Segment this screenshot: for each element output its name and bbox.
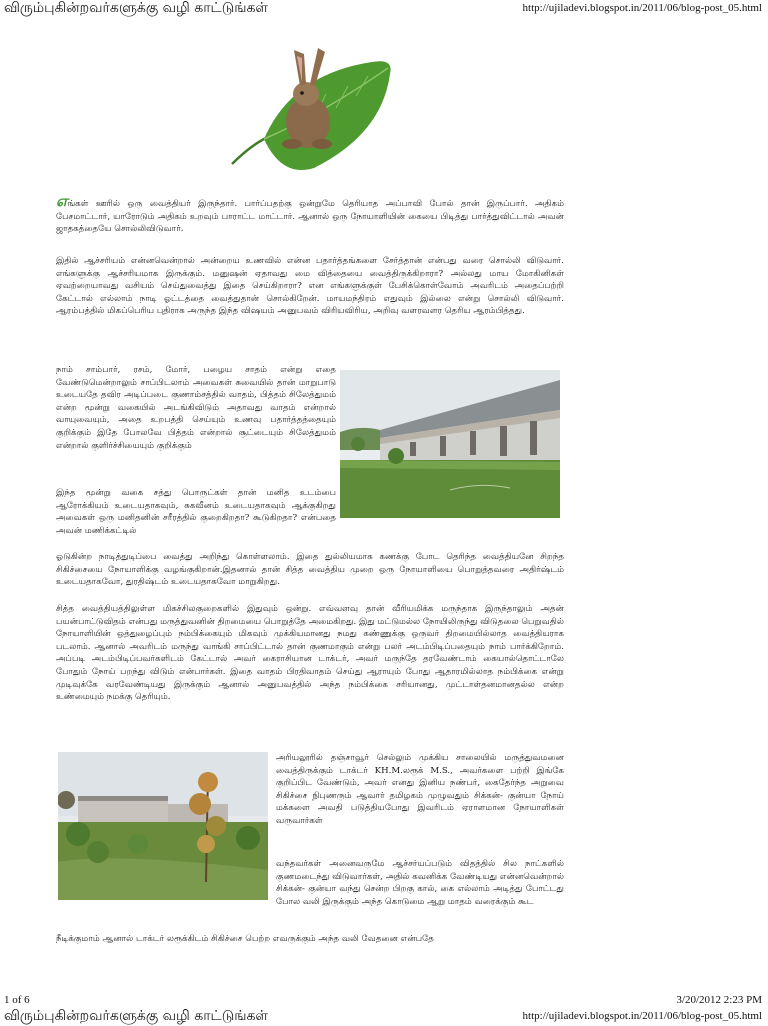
rabbit-on-leaf-image — [222, 44, 418, 192]
print-datetime: 3/20/2012 2:23 PM — [676, 994, 762, 1006]
paragraph-6: அரியலூரில் தஞ்சாவூர் செல்லும் முக்கிய சாலையில் மருத்துவமனை வைத்திருக்கும் டாக்டர் KH.M.லரூக் M.S., அவர்களை பற்றி இங்கே குறிப்பிட வேண்டும், அவர் எனது இனிய நண்பர், கைதேர்ந்த அறுவை சிகிச்சை நிபுணரும் ஆவார் தமிழகம் முழுவதும் சிக்கன்- குன்யா நோய் மக்களை அவதி படுத்தியபோது இவரிடம் ஏராளமான நோயாளிகள் வருவார்கள் — [276, 753, 564, 826]
paragraph-7a: வந்தவர்கள் அனைவருமே ஆச்சர்யப்படும் விதத்தில் சில நாட்களில் குணமடைந்து விடுவார்கள், அதில் கவனிக்க வேண்டியது என்னவென்றால் சிக்கன்- குன்யா வந்து சென்ற பிறகு கால், கை எல்லாம் அடித்து போட்டது போல வலி இருக்கும் அந்த கொடுமை ஆறு மாதம் வரைக்கும் கூட — [276, 859, 564, 907]
paragraph-4a: இந்த மூன்று வகை சத்து பொருட்கள் தான் மனித உடம்பை ஆரோக்கியம் உடையதாகவும், சுகவீனம் உடையதாகவும் ஆக்குகிறது அவைகள் ஒரு மனிதனின் சரீரத்தில் குறைகிறதா? கூடுகிறதா? என்பதை அவன் மணிக்கட்டில் — [56, 488, 336, 536]
paragraph-5: சித்த வைத்தியத்திலுள்ள மிகச்சிலகுறைகளில் இதுவும் ஒன்று. எவ்வளவு தான் வீரியமிக்க மருந்தாக இருந்தாலும் அதன் பயன்பாட்டுவிதம் என்பது மருத்துவனின் திறமையை பொறுத்தே அமைகிறது. இது மட்டுமல்ல நோயிலிருந்து விடுதலை பெறுவதில் நோயாளியின் ஒத்துழைப்பும் நம்பிக்கையும் மிகவும் முக்கியமானது நமது கண்ணுக்கு ஒருவர் திறமையில்லாத வைத்தியராக படலாம். ஆனால் அவரிடம் மருந்து வாங்கி சாப்பிட்டால் தான் குணமாகும் என்று பலர் அடம்பிடிப்பதையும் நாம் பார்க்கிறோம். அப்படி அடம்பிடிப்பவர்களிடம் கேட்டால் அவர் கைராசியான டாக்டர், அவர் மருந்தே தரவேண்டாம் கையால்தொட்டாலே போதும் நோய் பறந்து விடும் என்பார்கள். இதை வாதம் பிரதிவாதம் செய்து ஆராயும் போது ஆதாரமில்லாத நம்பிக்கை என்று முடிவுக்கே வரவேண்டியது இருக்கும் ஆனால் அனுபவத்தில் அந்த நம்பிக்கை சரியானது, முட்டாள்தனமானதல்ல என்ற உண்மையும் நமக்கு தெரியும். — [56, 604, 564, 703]
paragraph-4b: ஓடுகின்ற நாடித்துடிப்பை வைத்து அறிந்து கொள்ளலாம். இதை துல்லியமாக கணக்கு போட தெரிந்த வைத்தியனே சிறந்த சிகிச்சையை நோயாளிக்கு வழங்குகிறான்.இதனால் தான் சித்த வைத்திய முறை ஒரு நோயாளியை பொறுத்தவரை அதிர்ஷ்டம் உடையதாகவோ, துரதிஷ்டம் உடையதாகவோ மாறுகிறது. — [56, 552, 564, 588]
next-page-header-url[interactable]: http://ujiladevi.blogspot.in/2011/06/blog-post_05.html — [522, 1010, 762, 1022]
page-header-title: விரும்புகின்றவர்களுக்கு வழி காட்டுங்கள் — [4, 0, 269, 16]
page-header-url[interactable]: http://ujiladevi.blogspot.in/2011/06/blog-post_05.html — [522, 2, 762, 14]
paragraph-7b: நீடிக்குமாம் ஆனால் டாக்டர் லரூக்கிடம் சிகிச்சை பெற்ற எவருக்கும் அந்த வலி வேதனை என்பதே — [56, 934, 434, 944]
next-page-header-title: விரும்புகின்றவர்களுக்கு வழி காட்டுங்கள் — [4, 1008, 269, 1024]
paragraph-1-text: ங்கள் ஊரில் ஒரு வைத்தியர் இருந்தார். பார்ப்பதற்கு ஒன்றுமே தெரியாத அப்பாவி போல் தான் இருப்பார். அதிகம் பேசமாட்டார், யாரோடும் அதிகம் உறவும் பாராட்ட மாட்டார். ஆனால் ஒரு நோயாளியின் கையை பிடித்து பார்த்துவிட்டால் அவன் ஜாதகத்தையே சொல்லிவிடுவார். — [56, 199, 564, 235]
page-number: 1 of 6 — [4, 994, 30, 1006]
drop-cap: எ — [56, 192, 68, 210]
paragraph-1 — [56, 192, 564, 236]
paragraph-3: நாம் சாம்பார், ரசம், மோர், பழைய சாதம் என்று எதை வேண்டுமென்றாலும் சாப்பிடலாம் அவைகள் சுவையில் தான் மாறுபாடு உடையதே தவிர அடிப்படை குணாம்சத்தில் வாதம், பித்தம் சிலேத்துமம் என்ற மூன்று வகையில் அடங்கிவிடும் அதாவது வாதம் என்றால் வாயுவையும், அதை உறபத்தி செய்யும் உணவு பதார்த்தத்தையும் குறிக்கும் இதே போலவே பித்தம் என்றால் சூட்டையும் சிலேத்துமம் என்றால் குளிர்ச்சியையும் குறிக்கும் — [56, 365, 336, 451]
paragraph-2: இதில் ஆச்சரியம் என்னவென்றால் அன்றைய உணவில் என்ன பதார்த்தங்களை சேர்த்தான் என்பது வரை சொல்லி விடுவார். எங்களுக்கு ஆச்சரியமாக இருக்கும். மனுஷன் ஏதாவது மை வித்தையை வைத்திருக்கிறாரா? அல்லது மாய மோகினிகள் ஏவற்றையாவது வசியம் செய்துவைத்து இதை செய்கிறாரா? என எங்களுக்குள் பேசிக்கொள்வோம் அவரிடம் அதைப்பற்றி கேட்டால் எல்லாம் நாடி ஓட்டத்தை வைத்துதான் சொல்கிறேன். மாயமந்திரம் எதுவும் இல்லை என்று சொல்லி விடுவார். ஆரம்பத்தில் மிகப்பெரிய புதிராக அருந்த இந்த விஷயம் அனுபவம் விரியவிரிய, அறிவு வளரவளர தெரிய ஆரம்பித்தது. — [56, 256, 564, 317]
hospital-building-image — [340, 370, 560, 518]
hospital-garden-image — [58, 752, 268, 900]
